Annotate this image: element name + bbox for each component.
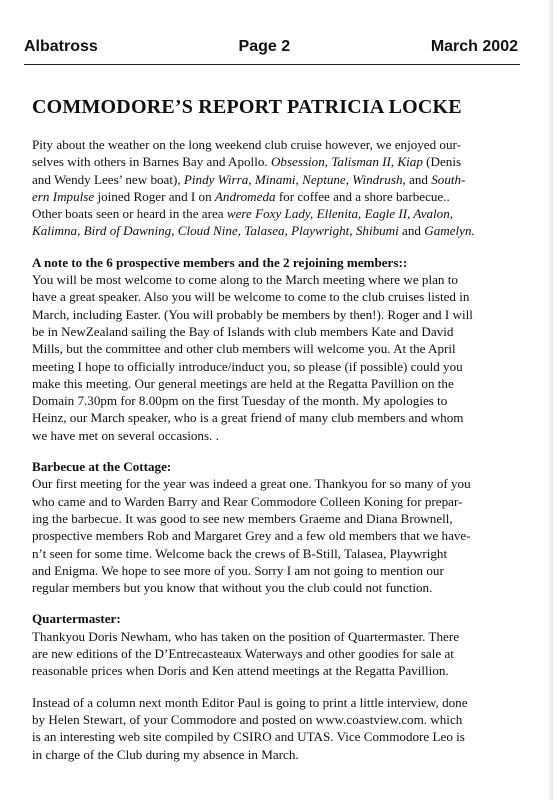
text-line: by Helen Stewart, of your Commodore and posted on www.coastview.com. which — [32, 711, 463, 727]
running-header — [24, 38, 518, 56]
text-line: n’t seen for some time. Welcome back the crews of B-Still, Talasea, Playwright — [32, 545, 448, 561]
text-line: Heinz, our March speaker, who is a great friend of many club members and whom — [32, 410, 464, 426]
text-line: is an interesting web site compiled by CSIRO and UTAS. Vice Commodore Leo is — [32, 729, 465, 745]
text-line: regular members but you know that without you the club could not function. — [32, 580, 433, 596]
text-line: be in NewZealand sailing the Bay of Islands with club members Kate and David — [32, 323, 454, 339]
boat-names: Gamelyn. — [424, 223, 475, 239]
text-line: Mills, but the committee and other club members will welcome you. At the April — [32, 341, 456, 357]
section-closing — [32, 694, 522, 763]
section-heading: Quartermaster: — [32, 611, 121, 627]
text-line: have a great speaker. Also you will be welcome to come to the club cruises listed in — [32, 289, 470, 305]
issue-date: March 2002 — [430, 38, 518, 55]
boat-names: Kalimna, Bird of Dawning, Cloud Nine, Talasea, Playwright, Shibumi — [32, 223, 399, 239]
boat-names: Andromeda — [214, 188, 276, 204]
text-line: ing the barbecue. It was good to see new members Graeme and Diana Brownell, — [32, 510, 453, 526]
text-line: ern Impulse joined Roger and I on Andromeda for coffee and a shore barbecue.. — [32, 188, 450, 204]
section-heading: A note to the 6 prospective members and the 2 rejoining members:: — [32, 254, 408, 270]
article-body — [32, 136, 522, 763]
text-line: meeting I hope to officially introduce/induct you, so please (if possible) could you — [32, 358, 463, 374]
text-line: Instead of a column next month Editor Paul is going to print a little interview, done — [32, 694, 468, 710]
text-line: in charge of the Club during my absence in March. — [32, 746, 299, 762]
text-line: selves with others in Barnes Bay and Apollo. Obsession, Talisman II, Kiap (Denis — [32, 154, 462, 170]
article-title: COMMODORE’S REPORT PATRICIA LOCKE — [32, 96, 462, 118]
text-line: Other boats seen or heard in the area were Foxy Lady, Ellenita, Eagle II, Avalon, — [32, 206, 454, 222]
boat-names: Pindy Wirra, Minami, Neptune, Windrush, — [183, 171, 406, 187]
text-line: Kalimna, Bird of Dawning, Cloud Nine, Talasea, Playwright, Shibumi and Gamelyn. — [32, 223, 475, 239]
text-line: and Enigma. We hope to see more of you. Sorry I am not going to mention our — [32, 562, 444, 578]
boat-names: South- — [431, 171, 466, 187]
boat-names: Obsession, Talisman II, Kiap — [270, 154, 423, 170]
section-quartermaster — [32, 610, 522, 679]
section-barbecue — [32, 458, 522, 596]
page-number: Page 2 — [238, 38, 291, 55]
text-line: March, including Easter. (You will probably be members by then!). Roger and I will — [32, 306, 473, 322]
text-line: we have met on several occasions. . — [32, 427, 219, 443]
text-line: and Wendy Lees’ new boat), Pindy Wirra, Minami, Neptune, Windrush, and South- — [32, 171, 466, 187]
boat-names: ern Impulse — [32, 188, 95, 204]
text-line: make this meeting. Our general meetings are held at the Regatta Pavillion on the — [32, 375, 454, 391]
newsletter-name: Albatross — [24, 38, 98, 55]
section-new-members — [32, 254, 522, 444]
boat-names: were Foxy Lady, Ellenita, Eagle II, Avalon, — [226, 206, 454, 222]
header-rule — [24, 64, 520, 65]
text-line: reasonable prices when Doris and Ken attend meetings at the Regatta Pavillion. — [32, 663, 449, 679]
text-line: You will be most welcome to come along to the March meeting where we plan to — [32, 272, 458, 288]
text-line: Thankyou Doris Newham, who has taken on the position of Quartermaster. There — [32, 628, 460, 644]
text-line: Pity about the weather on the long weekend club cruise however, we enjoyed our- — [32, 137, 461, 152]
text-line: who came and to Warden Barry and Rear Commodore Colleen Koning for prepar- — [32, 493, 463, 509]
text-line: prospective members Rob and Margaret Grey and a few old members that we have- — [32, 528, 471, 544]
text-line: Domain 7.30pm for 8.00pm on the first Tuesday of the month. My apologies to — [32, 393, 448, 409]
text-line: Our first meeting for the year was indeed a great one. Thankyou for so many of you — [32, 476, 471, 492]
text-line: are new editions of the D’Entrecasteaux Waterways and other goodies for sale at — [32, 646, 454, 662]
scan-edge-shadow — [547, 0, 553, 800]
intro-paragraph — [32, 136, 522, 240]
section-heading: Barbecue at the Cottage: — [32, 459, 172, 475]
